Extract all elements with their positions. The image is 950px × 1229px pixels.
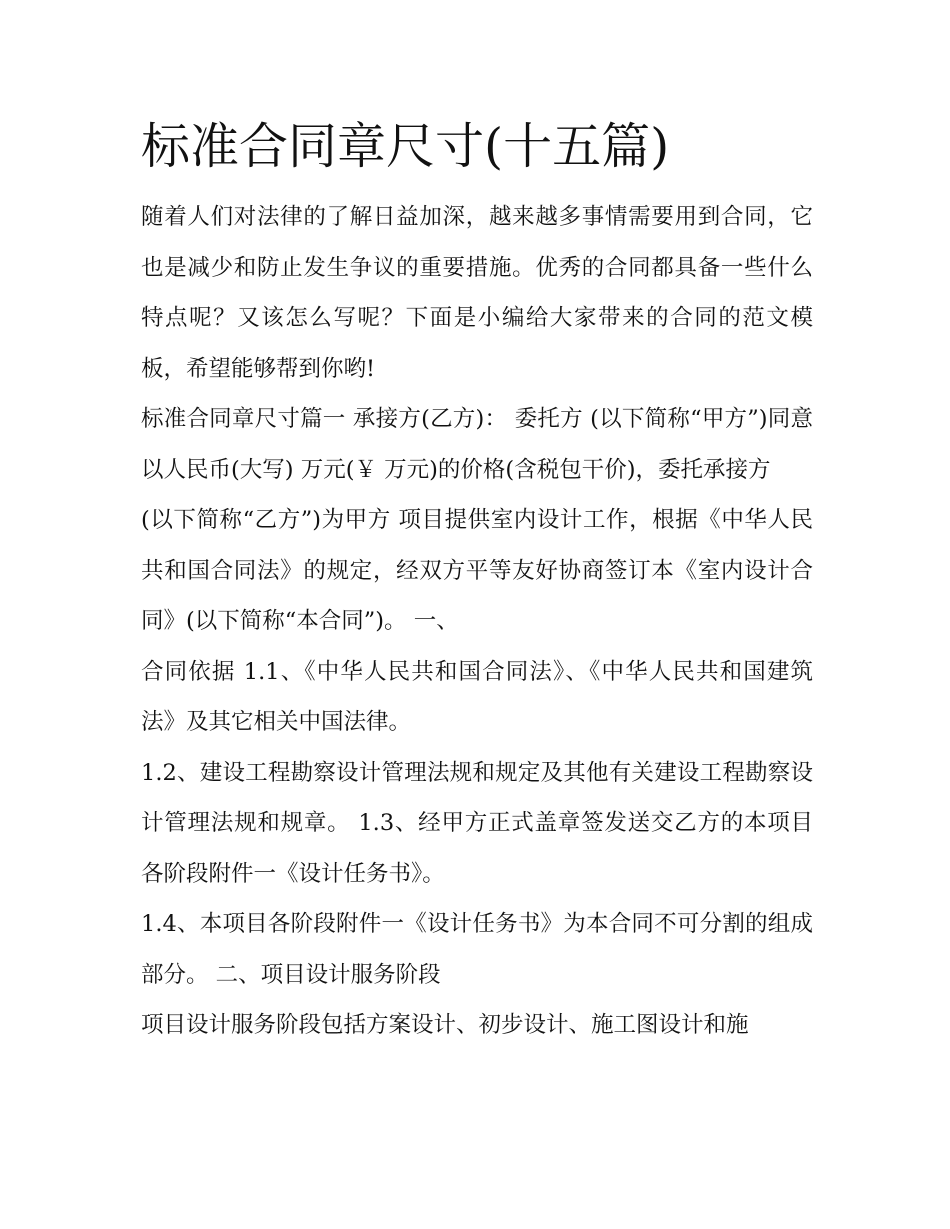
- paragraph-contract-parties: 标准合同章尺寸篇一 承接方(乙方)： 委托方 (以下简称“甲方”)同意以人民币(大写) 万元(￥ 万元)的价格(含税包干价)，委托承接方: [141, 406, 813, 483]
- document-page: [141, 110, 813, 1051]
- paragraph-design-stages: 项目设计服务阶段包括方案设计、初步设计、施工图设计和施: [141, 1012, 749, 1038]
- paragraph-basis-1-4: 1.4、本项目各阶段附件一《设计任务书》为本合同不可分割的组成部分。 二、项目设计服务阶段: [141, 911, 813, 988]
- paragraph-basis-1-1: 合同依据 1.1、《中华人民共和国合同法》、《中华人民共和国建筑法》及其它相关中国法律。: [141, 658, 813, 735]
- paragraph-basis-1-2-1-3: 1.2、建设工程勘察设计管理法规和规定及其他有关建设工程勘察设计管理法规和规章。 1.3、经甲方正式盖章签发送交乙方的本项目各阶段附件一《设计任务书》。: [141, 759, 813, 887]
- paragraph-intro: 随着人们对法律的了解日益加深，越来越多事情需要用到合同，它也是减少和防止发生争议的重要措施。优秀的合同都具备一些什么特点呢？又该怎么写呢？下面是小编给大家带来的合同的范文模板，希望能够帮到你哟!: [141, 204, 813, 382]
- paragraph-contract-purpose: (以下简称“乙方”)为甲方 项目提供室内设计工作，根据《中华人民共和国合同法》的规定，经双方平等友好协商签订本《室内设计合同》(以下简称“本合同”)。 一、: [141, 507, 813, 634]
- document-title: 标准合同章尺寸(十五篇): [141, 118, 670, 175]
